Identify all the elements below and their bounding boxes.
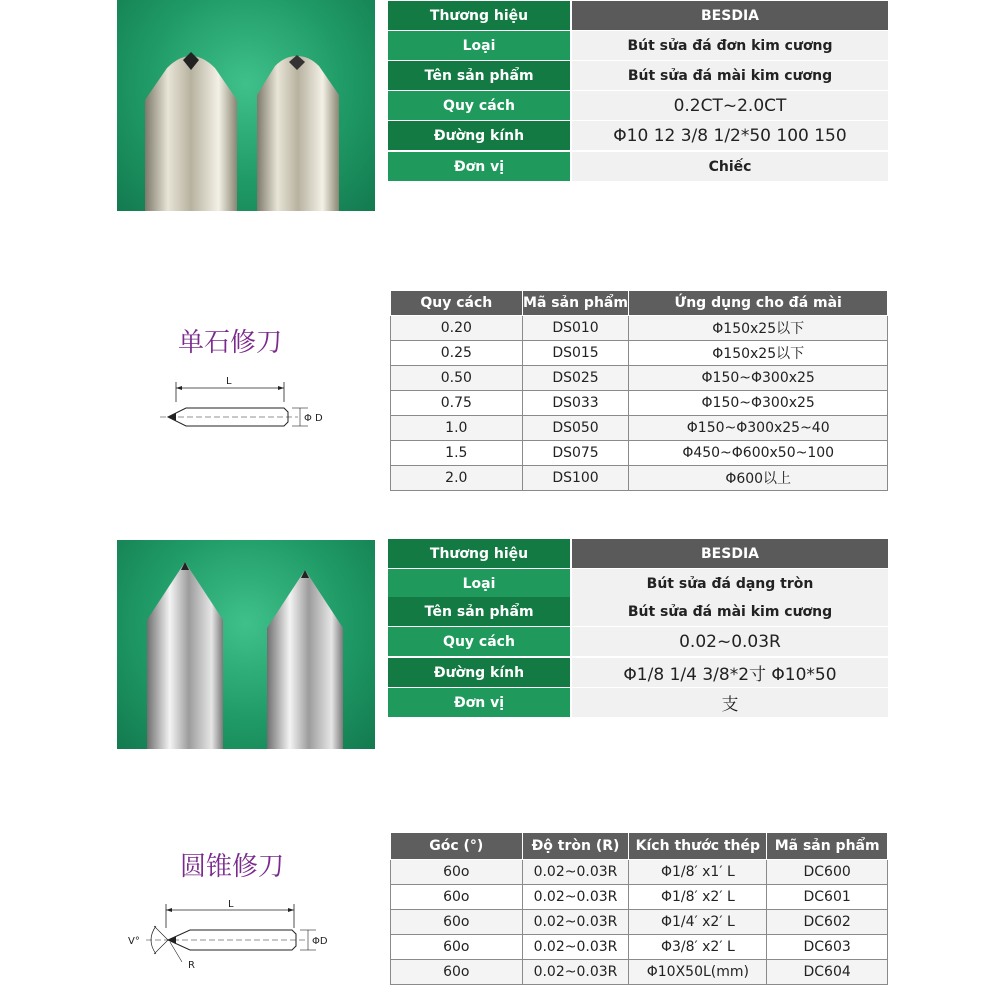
table-cell: 2.0 bbox=[391, 466, 523, 491]
spec-value: Bút sửa đá mài kim cương bbox=[572, 597, 888, 626]
table-cell: DS050 bbox=[522, 416, 629, 441]
spec-value: 支 bbox=[572, 688, 888, 717]
table-cell: 0.25 bbox=[391, 341, 523, 366]
conical-dresser-image bbox=[117, 540, 375, 749]
table-cell: Φ10X50L(mm) bbox=[629, 960, 767, 985]
spec-key: Thương hiệu bbox=[388, 539, 570, 568]
spec-key: Đơn vị bbox=[388, 688, 570, 717]
table-cell: 60o bbox=[391, 885, 523, 910]
table-row bbox=[391, 441, 888, 466]
table-row bbox=[391, 860, 888, 885]
spec-value: Φ10 12 3/8 1/2*50 100 150 bbox=[572, 121, 888, 150]
table-cell: 60o bbox=[391, 960, 523, 985]
spec-key: Tên sản phẩm bbox=[388, 597, 570, 626]
table-cell: DC601 bbox=[767, 885, 888, 910]
table-cell: DC600 bbox=[767, 860, 888, 885]
table-cell: DS075 bbox=[522, 441, 629, 466]
spec-row-brand bbox=[388, 1, 888, 31]
spec-value: Bút sửa đá dạng tròn bbox=[572, 569, 888, 598]
spec-row-type bbox=[388, 31, 888, 61]
table-row bbox=[391, 341, 888, 366]
table-header-row bbox=[391, 833, 888, 860]
spec-key: Loại bbox=[388, 569, 570, 598]
spec-key: Loại bbox=[388, 31, 570, 60]
spec-row-brand bbox=[388, 539, 888, 569]
table-cell: 0.02~0.03R bbox=[522, 910, 629, 935]
table-row bbox=[391, 316, 888, 341]
spec-key: Thương hiệu bbox=[388, 1, 570, 30]
table-cell: Φ150~Φ300x25~40 bbox=[629, 416, 888, 441]
spec-value: BESDIA bbox=[572, 539, 888, 568]
spec-value: 0.02~0.03R bbox=[572, 627, 888, 656]
column-header: Góc (°) bbox=[391, 833, 523, 860]
drawing-diameter-label: Φ D bbox=[304, 413, 323, 424]
table-cell: DC603 bbox=[767, 935, 888, 960]
section-title-conical-dresser: 圆锥修刀 bbox=[180, 852, 285, 882]
table-row bbox=[391, 391, 888, 416]
table-row bbox=[391, 910, 888, 935]
conical-dresser-table bbox=[390, 832, 888, 985]
table-cell: Φ1/8′ x2′ L bbox=[629, 885, 767, 910]
spec-value: Bút sửa đá mài kim cương bbox=[572, 61, 888, 90]
spec-key: Quy cách bbox=[388, 627, 570, 656]
spec-key: Đường kính bbox=[388, 658, 570, 687]
table-cell: Φ150x25以下 bbox=[629, 341, 888, 366]
table-cell: 1.0 bbox=[391, 416, 523, 441]
table-cell: 60o bbox=[391, 910, 523, 935]
table-cell: 60o bbox=[391, 860, 523, 885]
column-header: Quy cách bbox=[391, 291, 523, 316]
column-header: Độ tròn (R) bbox=[522, 833, 629, 860]
spec-row-product-name bbox=[388, 597, 888, 627]
drawing-diameter-label: ΦD bbox=[312, 936, 328, 947]
table-cell: 60o bbox=[391, 935, 523, 960]
table-cell: 0.02~0.03R bbox=[522, 935, 629, 960]
table-cell: DS025 bbox=[522, 366, 629, 391]
table-cell: 0.02~0.03R bbox=[522, 885, 629, 910]
spec-value: 0.2CT~2.0CT bbox=[572, 91, 888, 120]
conical-dresser-drawing bbox=[126, 896, 336, 976]
spec-row-product-name bbox=[388, 61, 888, 91]
product-photo-single-diamond bbox=[117, 0, 375, 211]
table-row bbox=[391, 366, 888, 391]
table-cell: Φ150x25以下 bbox=[629, 316, 888, 341]
table-cell: Φ450~Φ600x50~100 bbox=[629, 441, 888, 466]
table-cell: 0.50 bbox=[391, 366, 523, 391]
table-cell: DS015 bbox=[522, 341, 629, 366]
table-cell: Φ150~Φ300x25 bbox=[629, 391, 888, 416]
table-cell: Φ150~Φ300x25 bbox=[629, 366, 888, 391]
drawing-angle-label: V° bbox=[128, 936, 140, 947]
drawing-length-label: L bbox=[228, 899, 234, 910]
table-cell: 0.02~0.03R bbox=[522, 860, 629, 885]
table-cell: 0.75 bbox=[391, 391, 523, 416]
spec-value: Chiếc bbox=[572, 152, 888, 181]
column-header: Kích thước thép bbox=[629, 833, 767, 860]
single-dresser-table bbox=[390, 290, 888, 491]
table-row bbox=[391, 935, 888, 960]
column-header: Mã sản phẩm bbox=[767, 833, 888, 860]
spec-row-specification bbox=[388, 627, 888, 657]
table-row bbox=[391, 416, 888, 441]
drawing-length-label: L bbox=[226, 376, 232, 387]
table-cell: Φ3/8′ x2′ L bbox=[629, 935, 767, 960]
single-dresser-drawing bbox=[158, 372, 338, 442]
table-cell: DS033 bbox=[522, 391, 629, 416]
table-row bbox=[391, 466, 888, 491]
spec-value: Bút sửa đá đơn kim cương bbox=[572, 31, 888, 60]
spec-row-type bbox=[388, 569, 888, 599]
spec-row-diameter bbox=[388, 121, 888, 151]
spec-key: Tên sản phẩm bbox=[388, 61, 570, 90]
spec-row-unit bbox=[388, 688, 888, 718]
table-header-row bbox=[391, 291, 888, 316]
table-cell: Φ600以上 bbox=[629, 466, 888, 491]
spec-value: Φ1/8 1/4 3/8*2寸 Φ10*50 bbox=[572, 658, 888, 687]
column-header: Ứng dụng cho đá mài bbox=[629, 291, 888, 316]
product-photo-conical-dresser bbox=[117, 540, 375, 749]
table-cell: 0.20 bbox=[391, 316, 523, 341]
table-row bbox=[391, 885, 888, 910]
table-cell: DS100 bbox=[522, 466, 629, 491]
table-row bbox=[391, 960, 888, 985]
spec-row-unit bbox=[388, 152, 888, 182]
drawing-radius-label: R bbox=[188, 960, 195, 971]
spec-value: BESDIA bbox=[572, 1, 888, 30]
table-cell: DC602 bbox=[767, 910, 888, 935]
spec-key: Quy cách bbox=[388, 91, 570, 120]
spec-row-diameter bbox=[388, 658, 888, 688]
section-title-single-stone-dresser: 单石修刀 bbox=[178, 328, 283, 358]
column-header: Mã sản phẩm bbox=[522, 291, 629, 316]
table-cell: 0.02~0.03R bbox=[522, 960, 629, 985]
spec-key: Đường kính bbox=[388, 121, 570, 150]
table-cell: DS010 bbox=[522, 316, 629, 341]
spec-key: Đơn vị bbox=[388, 152, 570, 181]
spec-row-specification bbox=[388, 91, 888, 121]
table-cell: Φ1/8′ x1′ L bbox=[629, 860, 767, 885]
table-cell: 1.5 bbox=[391, 441, 523, 466]
table-cell: Φ1/4′ x2′ L bbox=[629, 910, 767, 935]
single-diamond-dresser-image bbox=[117, 0, 375, 211]
table-cell: DC604 bbox=[767, 960, 888, 985]
